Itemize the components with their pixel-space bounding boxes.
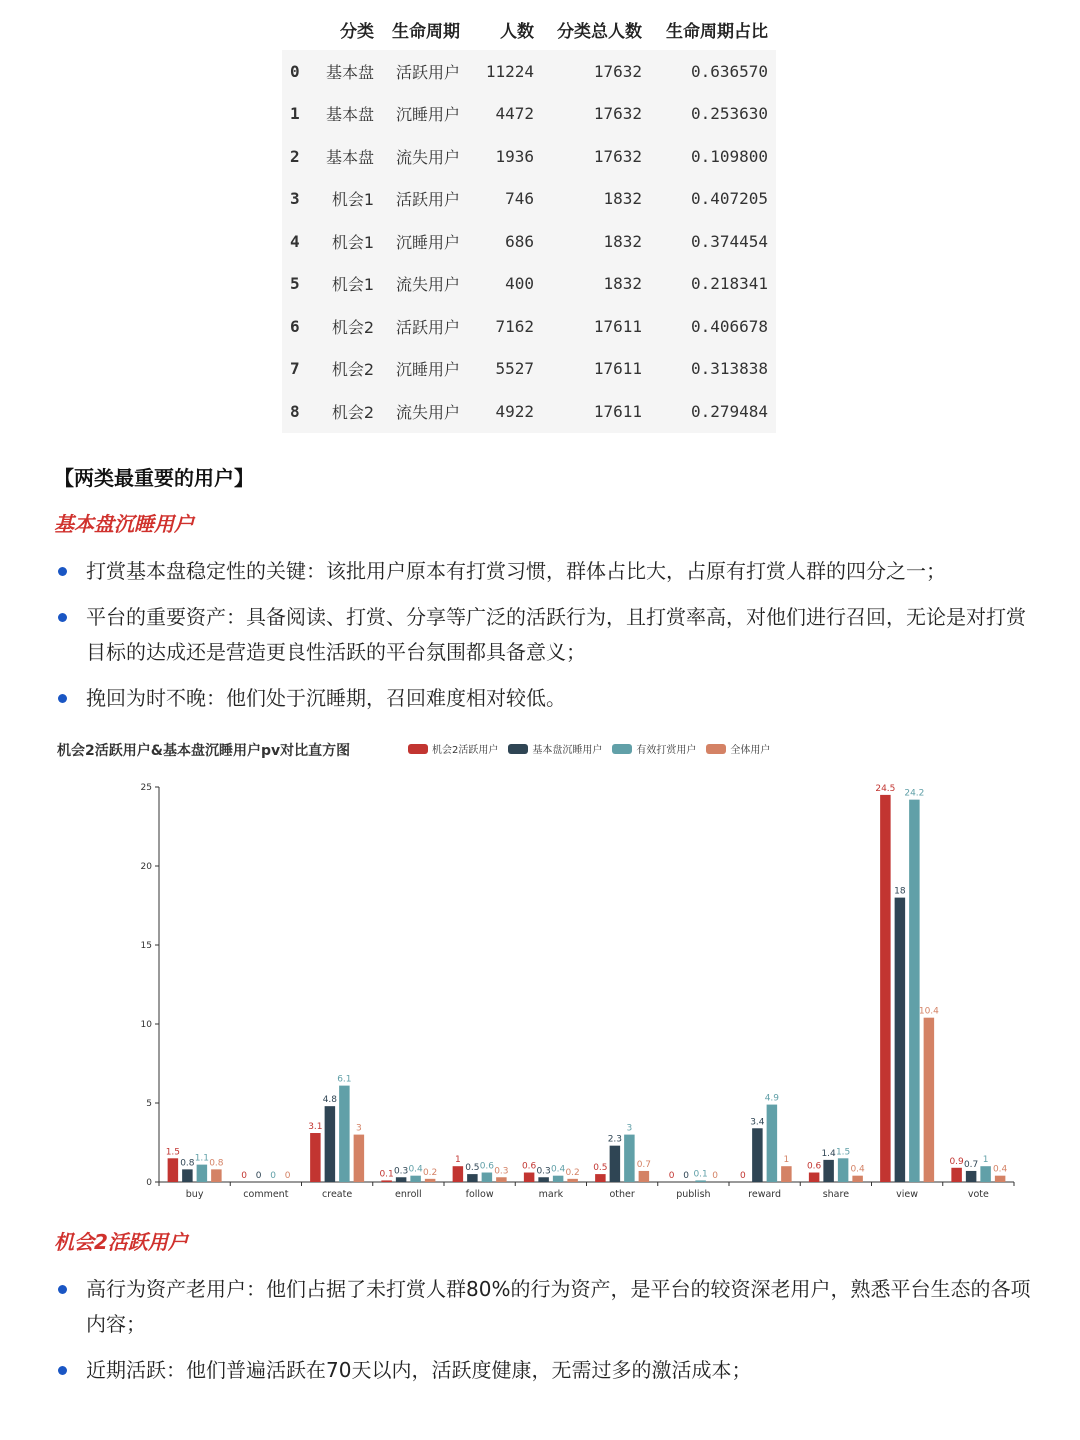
bar-value-label: 2.3 bbox=[607, 1134, 623, 1145]
bar-value-label: 1.1 bbox=[194, 1153, 210, 1164]
legend-label: 有效打赏用户 bbox=[636, 745, 697, 756]
bar-value-label: 3.1 bbox=[308, 1122, 323, 1133]
x-tick-label: view bbox=[896, 1189, 919, 1200]
group1-heading: 基本盘沉睡用户 bbox=[54, 512, 194, 536]
bar-value-label: 0.2 bbox=[565, 1167, 580, 1178]
bar bbox=[823, 1160, 834, 1182]
bar-value-label: 0.9 bbox=[949, 1156, 964, 1167]
legend-label: 机会2活跃用户 bbox=[432, 745, 499, 756]
cell-ratio: 0.109800 bbox=[690, 146, 768, 166]
dataframe-table bbox=[282, 8, 776, 433]
group2-bullet-list bbox=[54, 1272, 1034, 1399]
bar-value-label: 0 bbox=[241, 1171, 247, 1181]
cell-lifecycle: 沉睡用户 bbox=[395, 105, 460, 125]
bar-value-label: 18 bbox=[894, 886, 906, 897]
bullet-text: 平台的重要资产：具备阅读、打赏、分享等广泛的活跃行为，且打赏率高，对他们进行召回，无论是对打赏目标的达成还是营造更良性活跃的平台氛围都具备意义； bbox=[86, 605, 1026, 664]
group2-heading: 机会2活跃用户 bbox=[54, 1230, 188, 1254]
bar bbox=[524, 1173, 535, 1182]
x-tick-label: share bbox=[822, 1189, 850, 1200]
cell-total: 1832 bbox=[603, 274, 642, 294]
cell-category: 机会1 bbox=[331, 275, 374, 295]
column-header-count: 人数 bbox=[500, 21, 534, 42]
cell-count: 686 bbox=[505, 231, 534, 251]
bullet-dot-icon bbox=[58, 694, 67, 703]
bar bbox=[995, 1176, 1006, 1182]
table-row bbox=[282, 263, 776, 306]
bar-value-label: 0 bbox=[270, 1171, 276, 1181]
bar-value-label: 0.4 bbox=[408, 1164, 423, 1175]
x-tick-label: comment bbox=[243, 1189, 289, 1200]
bar-value-label: 0.1 bbox=[379, 1169, 394, 1180]
cell-total: 17632 bbox=[593, 146, 642, 166]
column-header-total: 分类总人数 bbox=[557, 21, 642, 42]
cell-ratio: 0.406678 bbox=[690, 316, 768, 336]
cell-count: 4922 bbox=[495, 401, 534, 421]
bar-value-label: 0.8 bbox=[180, 1158, 195, 1169]
list-item bbox=[54, 554, 1034, 589]
bar bbox=[838, 1158, 849, 1182]
column-header-lifecycle: 生命周期 bbox=[392, 21, 460, 42]
bar-value-label: 0.3 bbox=[536, 1166, 551, 1177]
cell-count: 5527 bbox=[495, 359, 534, 379]
legend-item[interactable] bbox=[508, 741, 602, 756]
bullet-text: 挽回为时不晚：他们处于沉睡期，召回难度相对较低。 bbox=[86, 686, 566, 710]
cell-category: 机会1 bbox=[331, 190, 374, 210]
x-tick-label: publish bbox=[676, 1189, 711, 1200]
chart-legend bbox=[408, 741, 770, 756]
chart-title: 机会2活跃用户&基本盘沉睡用户pv对比直方图 bbox=[57, 743, 351, 759]
bar bbox=[467, 1174, 478, 1182]
y-tick-label: 0 bbox=[146, 1178, 152, 1188]
cell-category: 基本盘 bbox=[325, 105, 374, 125]
bar-value-label: 0.6 bbox=[479, 1161, 495, 1172]
bar-value-label: 6.1 bbox=[337, 1074, 352, 1085]
bar-value-label: 0.7 bbox=[963, 1159, 979, 1170]
legend-item[interactable] bbox=[612, 741, 696, 756]
bar bbox=[880, 795, 891, 1182]
bar bbox=[496, 1177, 507, 1182]
cell-category: 机会2 bbox=[331, 402, 374, 422]
table-row bbox=[282, 178, 776, 221]
bar-value-label: 24.2 bbox=[904, 788, 925, 799]
cell-lifecycle: 沉睡用户 bbox=[395, 360, 460, 380]
bar bbox=[410, 1176, 421, 1182]
bar-value-label: 3 bbox=[626, 1123, 633, 1134]
bar-value-label: 0.6 bbox=[521, 1161, 537, 1172]
bar-value-label: 0.8 bbox=[209, 1158, 224, 1169]
row-index: 7 bbox=[290, 359, 300, 379]
table-row bbox=[282, 305, 776, 348]
bar bbox=[182, 1169, 193, 1182]
bar-value-label: 0 bbox=[740, 1171, 746, 1181]
bar bbox=[610, 1146, 621, 1182]
bar-value-label: 10.4 bbox=[918, 1006, 939, 1017]
bar bbox=[924, 1018, 935, 1182]
cell-total: 17611 bbox=[593, 359, 642, 379]
bar bbox=[980, 1166, 991, 1182]
x-tick-label: vote bbox=[967, 1189, 989, 1200]
bar bbox=[211, 1169, 222, 1182]
bar-value-label: 1 bbox=[783, 1155, 790, 1166]
cell-lifecycle: 沉睡用户 bbox=[395, 232, 460, 252]
legend-item[interactable] bbox=[408, 741, 498, 756]
pv-comparison-chart bbox=[40, 730, 1040, 1210]
cell-ratio: 0.313838 bbox=[690, 359, 768, 379]
bar-value-label: 0.3 bbox=[393, 1166, 409, 1177]
table-row bbox=[282, 93, 776, 136]
bullet-dot-icon bbox=[58, 567, 67, 576]
row-index: 3 bbox=[290, 189, 300, 209]
legend-label: 全体用户 bbox=[730, 745, 771, 756]
bar-value-label: 0 bbox=[668, 1171, 675, 1181]
cell-category: 机会2 bbox=[331, 317, 374, 337]
y-tick-label: 20 bbox=[140, 862, 152, 872]
bar bbox=[567, 1179, 578, 1182]
cell-count: 746 bbox=[505, 189, 534, 209]
bar bbox=[767, 1105, 778, 1182]
table-row bbox=[282, 348, 776, 391]
y-tick-label: 15 bbox=[140, 941, 152, 951]
column-header-ratio: 生命周期占比 bbox=[666, 21, 768, 42]
bar-value-label: 1.5 bbox=[165, 1147, 181, 1158]
list-item bbox=[54, 681, 1034, 716]
cell-count: 11224 bbox=[485, 61, 534, 81]
bar bbox=[453, 1166, 464, 1182]
bar-value-label: 4.9 bbox=[764, 1093, 780, 1104]
section-heading: 【两类最重要的用户】 bbox=[54, 466, 254, 490]
table-row bbox=[282, 390, 776, 433]
row-index: 4 bbox=[290, 231, 300, 251]
legend-swatch-icon bbox=[612, 744, 632, 754]
dataframe-table-container bbox=[282, 8, 776, 433]
row-index: 5 bbox=[290, 274, 300, 294]
cell-ratio: 0.279484 bbox=[690, 401, 768, 421]
bar bbox=[396, 1177, 407, 1182]
bar bbox=[695, 1180, 706, 1182]
list-item bbox=[54, 1272, 1034, 1342]
bar bbox=[909, 800, 920, 1182]
bar-value-label: 0 bbox=[712, 1171, 718, 1181]
bar bbox=[325, 1106, 336, 1182]
y-tick-label: 10 bbox=[140, 1020, 152, 1030]
cell-lifecycle: 流失用户 bbox=[395, 147, 460, 167]
bar-value-label: 0.4 bbox=[850, 1164, 865, 1175]
cell-category: 机会1 bbox=[331, 232, 374, 252]
list-item bbox=[54, 600, 1034, 670]
legend-swatch-icon bbox=[408, 744, 428, 754]
table-row bbox=[282, 220, 776, 263]
bar bbox=[951, 1168, 962, 1182]
cell-category: 基本盘 bbox=[325, 147, 374, 167]
cell-total: 1832 bbox=[603, 189, 642, 209]
bar-value-label: 1 bbox=[982, 1155, 989, 1166]
bar-value-label: 3 bbox=[356, 1123, 362, 1134]
group1-bullet-list bbox=[54, 554, 1034, 727]
cell-ratio: 0.374454 bbox=[690, 231, 768, 251]
bar-value-label: 0 bbox=[255, 1171, 262, 1181]
x-tick-label: enroll bbox=[395, 1189, 422, 1200]
cell-lifecycle: 活跃用户 bbox=[395, 190, 460, 210]
table-row bbox=[282, 50, 776, 93]
cell-lifecycle: 活跃用户 bbox=[395, 62, 460, 82]
cell-count: 1936 bbox=[495, 146, 534, 166]
bar bbox=[339, 1086, 350, 1182]
bullet-text: 高行为资产老用户：他们占据了未打赏人群80%的行为资产，是平台的较资深老用户，熟悉平台生态的各项内容； bbox=[86, 1277, 1031, 1336]
x-tick-label: follow bbox=[465, 1189, 494, 1200]
chart-svg bbox=[40, 730, 1040, 1210]
x-tick-label: mark bbox=[538, 1189, 564, 1200]
bar bbox=[168, 1158, 179, 1182]
bar bbox=[852, 1176, 863, 1182]
list-item bbox=[54, 1353, 1034, 1388]
cell-ratio: 0.636570 bbox=[690, 61, 768, 81]
cell-count: 400 bbox=[505, 274, 534, 294]
cell-count: 4472 bbox=[495, 104, 534, 124]
cell-total: 1832 bbox=[603, 231, 642, 251]
bullet-dot-icon bbox=[58, 1285, 67, 1294]
y-tick-label: 5 bbox=[146, 1099, 152, 1109]
bullet-text: 打赏基本盘稳定性的关键：该批用户原本有打赏习惯，群体占比大，占原有打赏人群的四分之一； bbox=[86, 559, 946, 583]
bar-value-label: 0.3 bbox=[494, 1166, 509, 1177]
bar bbox=[538, 1177, 549, 1182]
bar bbox=[425, 1179, 436, 1182]
cell-ratio: 0.253630 bbox=[690, 104, 768, 124]
x-tick-label: create bbox=[322, 1189, 353, 1200]
cell-lifecycle: 活跃用户 bbox=[395, 317, 460, 337]
cell-ratio: 0.218341 bbox=[690, 274, 768, 294]
bar-value-label: 0.2 bbox=[422, 1167, 438, 1178]
bullet-text: 近期活跃：他们普遍活跃在70天以内，活跃度健康，无需过多的激活成本； bbox=[86, 1358, 752, 1382]
x-tick-label: buy bbox=[185, 1189, 204, 1200]
bar-value-label: 0.6 bbox=[806, 1161, 822, 1172]
cell-total: 17632 bbox=[593, 61, 642, 81]
bar bbox=[354, 1135, 365, 1182]
bullet-dot-icon bbox=[58, 613, 67, 622]
row-index: 6 bbox=[290, 316, 300, 336]
bar bbox=[595, 1174, 606, 1182]
bar bbox=[624, 1135, 635, 1182]
cell-total: 17611 bbox=[593, 316, 642, 336]
row-index: 2 bbox=[290, 146, 300, 166]
bar bbox=[639, 1171, 650, 1182]
legend-swatch-icon bbox=[706, 744, 726, 754]
legend-label: 基本盘沉睡用户 bbox=[532, 745, 603, 756]
bar bbox=[197, 1165, 208, 1182]
y-tick-label: 25 bbox=[140, 783, 152, 793]
cell-ratio: 0.407205 bbox=[690, 189, 768, 209]
x-tick-label: reward bbox=[748, 1189, 782, 1200]
legend-swatch-icon bbox=[508, 744, 528, 754]
bar-value-label: 1 bbox=[455, 1155, 461, 1166]
bar bbox=[966, 1171, 977, 1182]
bullet-dot-icon bbox=[58, 1366, 67, 1375]
cell-total: 17611 bbox=[593, 401, 642, 421]
bar bbox=[809, 1173, 820, 1182]
bar-value-label: 0.5 bbox=[465, 1163, 480, 1174]
bar bbox=[310, 1133, 321, 1182]
cell-total: 17632 bbox=[593, 104, 642, 124]
row-index: 0 bbox=[290, 61, 300, 81]
bar-value-label: 0 bbox=[683, 1171, 689, 1181]
row-index: 8 bbox=[290, 401, 300, 421]
bar bbox=[482, 1173, 493, 1182]
bar-value-label: 4.8 bbox=[322, 1095, 338, 1106]
bar-value-label: 0.7 bbox=[636, 1159, 652, 1170]
bar-value-label: 0.1 bbox=[693, 1169, 708, 1180]
bar-value-label: 1.5 bbox=[835, 1147, 851, 1158]
table-header-row bbox=[282, 8, 776, 50]
column-header-category: 分类 bbox=[340, 21, 374, 42]
bar-value-label: 24.5 bbox=[875, 783, 896, 794]
bar bbox=[752, 1128, 763, 1182]
bar-value-label: 0.4 bbox=[992, 1164, 1008, 1175]
bar-value-label: 0.4 bbox=[550, 1164, 566, 1175]
bar-value-label: 3.4 bbox=[750, 1117, 765, 1128]
row-index: 1 bbox=[290, 104, 300, 124]
legend-item[interactable] bbox=[706, 741, 770, 756]
bar bbox=[895, 898, 906, 1182]
x-tick-label: other bbox=[609, 1189, 635, 1200]
cell-category: 基本盘 bbox=[325, 62, 374, 82]
bar-value-label: 1.4 bbox=[821, 1148, 836, 1159]
cell-category: 机会2 bbox=[331, 360, 374, 380]
bar bbox=[381, 1180, 392, 1182]
bar-value-label: 0.5 bbox=[593, 1163, 608, 1174]
cell-count: 7162 bbox=[495, 316, 534, 336]
table-row bbox=[282, 135, 776, 178]
bar bbox=[781, 1166, 792, 1182]
cell-lifecycle: 流失用户 bbox=[395, 402, 460, 422]
bar bbox=[553, 1176, 564, 1182]
bar-value-label: 0 bbox=[284, 1171, 291, 1181]
cell-lifecycle: 流失用户 bbox=[395, 275, 460, 295]
index-header bbox=[282, 8, 316, 50]
